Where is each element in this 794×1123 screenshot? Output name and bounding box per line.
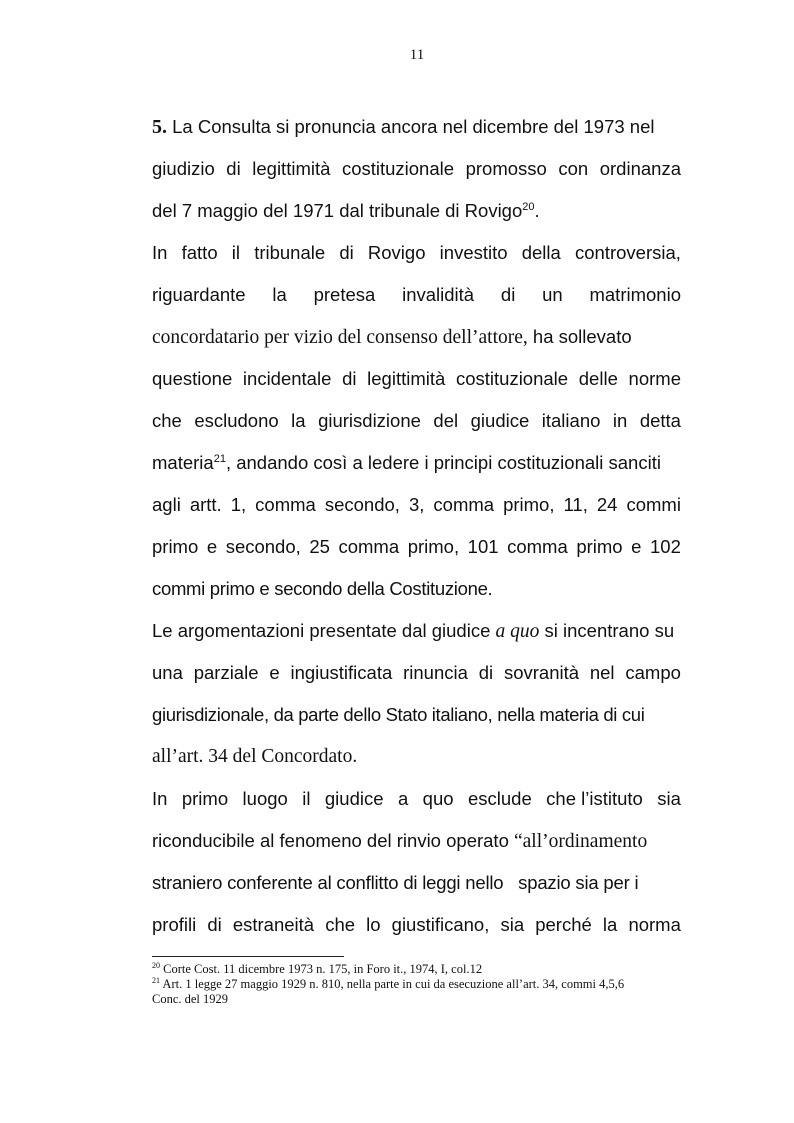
word: controversia, <box>574 242 681 263</box>
word: comma <box>255 494 316 515</box>
word: primo, <box>407 536 460 557</box>
word: artt. <box>189 494 222 515</box>
word: giudizio <box>152 158 215 179</box>
word: pretesa <box>313 284 376 305</box>
word: promosso <box>465 158 547 179</box>
word: in <box>612 410 628 431</box>
word: incidentale <box>242 368 332 389</box>
footnote-21 <box>152 977 692 992</box>
word: luogo <box>242 788 288 809</box>
line-13-italic: a quo <box>495 621 540 642</box>
word: parziale <box>193 662 259 683</box>
line-9-a: materia <box>152 452 214 473</box>
body-line-19: straniero conferente al conflitto di leggi nello spazio sia per i <box>152 872 639 893</box>
word: la <box>602 914 618 935</box>
line-3-end: . <box>534 200 540 221</box>
word: In <box>152 242 168 263</box>
word: e <box>631 536 642 557</box>
body-line-4 <box>152 241 681 265</box>
word: di <box>207 914 222 935</box>
line-18-a: riconducibile al fenomeno del rinvio operato <box>152 830 514 851</box>
word: giurisdizione <box>318 410 421 431</box>
word: di <box>478 662 494 683</box>
word: 1, <box>230 494 247 515</box>
line-1-text: La Consulta si pronuncia ancora nel dicembre del 1973 nel <box>172 116 655 137</box>
word: esclude <box>467 788 532 809</box>
body-line-14 <box>152 661 681 685</box>
footnote-20 <box>152 962 692 977</box>
word: detta <box>639 410 681 431</box>
body-line-7 <box>152 367 681 391</box>
word: costituzionale <box>455 368 569 389</box>
word: Rovigo <box>367 242 426 263</box>
word: 3, <box>408 494 425 515</box>
line-3-text: del 7 maggio del 1971 dal tribunale di Rovigo <box>152 200 523 221</box>
word: che l’istituto <box>546 788 643 809</box>
body-line-11 <box>152 535 681 559</box>
word: il <box>302 788 311 809</box>
word: secondo, <box>324 494 400 515</box>
line-13-b: si incentrano su <box>539 620 675 641</box>
word: ordinanza <box>599 158 681 179</box>
word: di <box>226 158 241 179</box>
body-line-20 <box>152 913 681 937</box>
word: che <box>325 914 356 935</box>
word: un <box>542 284 563 305</box>
word: comma <box>433 494 495 515</box>
word: la <box>291 410 306 431</box>
body-line-12: commi primo e secondo della Costituzione. <box>152 578 493 599</box>
word: perché <box>535 914 592 935</box>
word: sia <box>657 788 681 809</box>
word: di <box>342 368 357 389</box>
word: primo <box>576 536 623 557</box>
body-line-1 <box>152 115 681 139</box>
word: questione <box>152 368 233 389</box>
body-line-3 <box>152 199 681 223</box>
line-9-b: , andando così a ledere i principi costituzionali sanciti <box>225 452 661 473</box>
word: giustificano, <box>391 914 490 935</box>
word: quo <box>422 788 454 809</box>
word: matrimonio <box>589 284 681 305</box>
word: comma <box>338 536 400 557</box>
footnote-21-number: 21 <box>152 976 160 985</box>
word: ingiustificata <box>290 662 393 683</box>
word: profili <box>152 914 197 935</box>
word: del <box>433 410 459 431</box>
word: estraneità <box>232 914 315 935</box>
word: secondo, <box>225 536 301 557</box>
word: 11, <box>563 494 588 515</box>
line-18-serif: “all’ordinamento <box>514 831 648 852</box>
word: primo <box>181 788 229 809</box>
line-13-a: Le argomentazioni presentate dal giudice <box>152 620 496 641</box>
word: sia <box>500 914 525 935</box>
word: e <box>269 662 280 683</box>
word: 24 <box>596 494 618 515</box>
word: nel <box>589 662 615 683</box>
body-line-5 <box>152 283 681 307</box>
word: delle <box>578 368 618 389</box>
word: 25 <box>309 536 330 557</box>
word: legittimità <box>367 368 446 389</box>
word: investito <box>439 242 508 263</box>
section-number: 5. <box>152 116 167 138</box>
word: a <box>397 788 409 809</box>
footnote-21-continuation: Conc. del 1929 <box>152 992 229 1006</box>
footnote-ref-20[interactable]: 20 <box>522 201 535 213</box>
word: rinuncia <box>403 662 468 683</box>
footnote-ref-21[interactable]: 21 <box>213 453 226 465</box>
line-1-content <box>152 115 654 139</box>
word: primo, <box>503 494 555 515</box>
word: In <box>152 788 168 809</box>
line-6-rest: ha sollevato <box>527 326 632 347</box>
word: con <box>558 158 589 179</box>
word: escludono <box>194 410 279 431</box>
body-line-8 <box>152 409 681 433</box>
word: giudice <box>470 410 530 431</box>
word: 102 <box>650 536 681 557</box>
word: che <box>152 410 182 431</box>
word: norma <box>628 914 681 935</box>
word: norme <box>628 368 681 389</box>
word: commi <box>626 494 681 515</box>
body-line-13 <box>152 619 681 644</box>
body-line-2 <box>152 157 681 181</box>
body-line-15: giurisdizionale, da parte dello Stato italiano, nella materia di cui <box>152 704 645 725</box>
word: il <box>231 242 241 263</box>
body-line-18 <box>152 829 681 854</box>
body-line-17 <box>152 787 681 811</box>
word: comma <box>507 536 568 557</box>
word: agli <box>152 494 181 515</box>
body-line-9 <box>152 451 681 475</box>
footnote-20-text: Corte Cost. 11 dicembre 1973 n. 175, in Foro it., 1974, I, col.12 <box>160 962 483 976</box>
word: la <box>272 284 287 305</box>
word: sovranità <box>503 662 580 683</box>
word: campo <box>625 662 681 683</box>
word: invalidità <box>402 284 475 305</box>
word: di <box>500 284 516 305</box>
word: legittimità <box>252 158 331 179</box>
word: e <box>206 536 218 557</box>
word: primo <box>152 536 199 557</box>
word: giudice <box>324 788 384 809</box>
word: costituzionale <box>341 158 455 179</box>
word: una <box>152 662 183 683</box>
word: della <box>521 242 561 263</box>
body-line-10 <box>152 493 681 517</box>
footnote-20-number: 20 <box>152 961 160 970</box>
word: di <box>339 242 354 263</box>
word: riguardante <box>152 284 246 305</box>
word: fatto <box>181 242 218 263</box>
footnote-separator <box>152 956 344 957</box>
word: lo <box>366 914 381 935</box>
page-number: 11 <box>409 47 425 63</box>
line-6-serif: concordatario per vizio del consenso dell’attore, <box>152 327 528 348</box>
body-line-16: all’art. 34 del Concordato. <box>152 746 358 767</box>
word: tribunale <box>254 242 326 263</box>
word: italiano <box>541 410 601 431</box>
body-line-6 <box>152 325 681 350</box>
footnote-21-text: Art. 1 legge 27 maggio 1929 n. 810, nella parte in cui da esecuzione all’art. 34, commi 4,5,6 <box>160 977 625 991</box>
word: 101 <box>467 536 499 557</box>
